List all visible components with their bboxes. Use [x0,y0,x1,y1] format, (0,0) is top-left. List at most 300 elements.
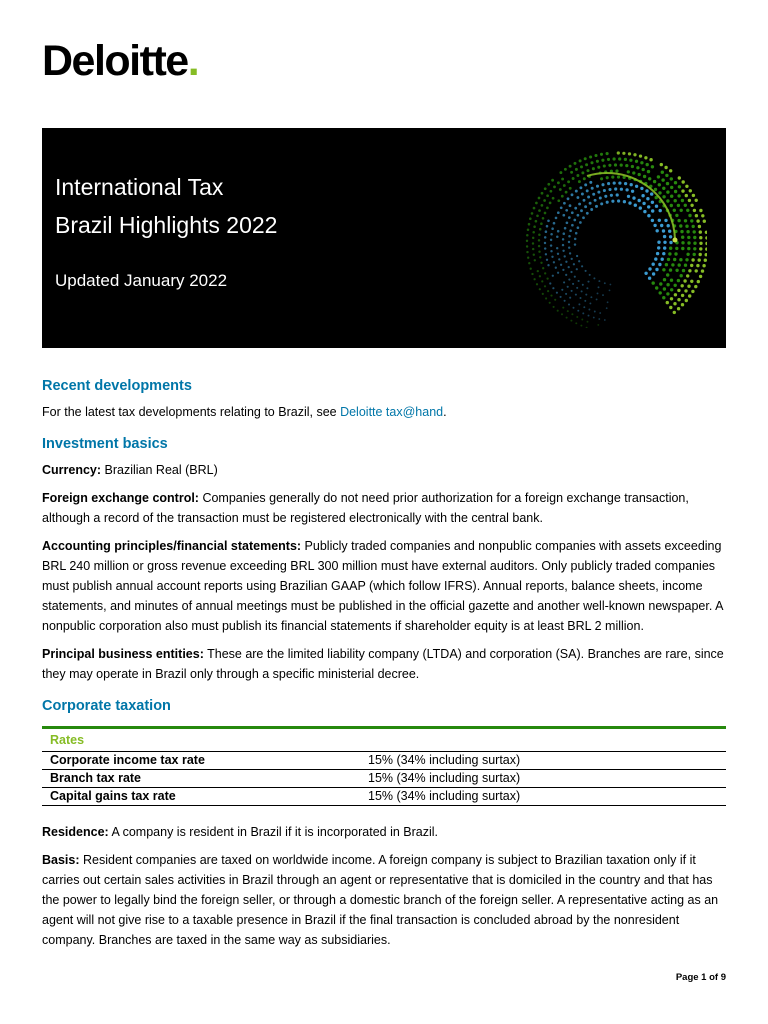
spiral-dot [638,199,641,202]
spiral-dot [661,171,664,174]
spiral-dot [562,244,564,246]
spiral-dot [606,152,609,155]
spiral-dot [556,236,559,239]
spiral-dot [553,306,555,308]
spiral-dot [607,182,610,185]
spiral-dot [681,189,684,192]
spiral-dot [579,221,582,224]
spiral-dot [698,225,701,228]
spiral-dot [545,253,547,255]
spiral-dot [542,217,545,220]
spiral-dot [677,204,680,207]
spiral-dot [666,190,669,193]
spiral-dot [657,246,660,249]
spiral-dot [599,312,601,314]
spiral-dot [684,204,687,207]
spiral-dot [557,310,559,312]
spiral-dot [585,294,587,296]
spiral-dot [580,297,582,299]
spiral-dot [683,279,686,282]
spiral-dot [568,279,570,281]
spiral-dot [703,220,706,223]
spiral-dot [583,306,585,308]
spiral-dot [541,280,543,282]
spiral-dot [627,195,630,198]
spiral-dot [682,180,685,183]
spiral-dot [526,245,528,247]
spiral-dot [666,182,669,185]
spiral-dot [591,187,594,190]
spiral-dot [611,200,614,203]
spiral-dot [693,247,696,250]
spiral-dot [675,214,678,217]
para-label: Foreign exchange control: [42,491,199,505]
spiral-dot [546,225,549,228]
spiral-dot [572,177,575,180]
spiral-dot [651,201,654,204]
spiral-dot [666,283,669,286]
spiral-dot [530,268,532,270]
spiral-dot [569,297,571,299]
spiral-dot [655,286,658,289]
spiral-dot [597,191,600,194]
spiral-dot [567,310,569,312]
spiral-dot [559,188,562,191]
spiral-dot [533,225,536,228]
spiral-dot [590,296,592,298]
table-row [42,770,726,788]
spiral-dot [550,233,553,236]
spiral-dot [574,162,577,165]
spiral-dot [583,199,586,202]
spiral-dot [565,274,567,276]
spiral-dot [677,289,680,292]
spiral-dot [670,177,673,180]
spiral-dot [670,288,673,291]
spiral-dot [652,272,655,275]
spiral-dot [547,290,549,292]
spiral-dot [534,259,536,261]
spiral-dot [699,236,702,239]
spiral-dot [570,320,572,322]
spiral-dot [568,266,570,268]
spiral-dot [661,178,664,181]
spiral-dot [685,185,688,188]
deloitte-logo [42,37,199,85]
spiral-dot [580,165,583,168]
tax-at-hand-link[interactable]: Deloitte tax@hand [340,405,444,419]
spiral-dot [561,195,564,198]
spiral-dot [701,269,704,272]
spiral-dot [563,281,565,283]
investment-basics-section [42,434,726,684]
spiral-dot [647,170,650,173]
spiral-dot [564,300,566,302]
spiral-dot [638,173,641,176]
rate-value: 15% (34% including surtax) [360,752,726,770]
spiral-dot [688,269,691,272]
spiral-dot [696,264,699,267]
spiral-dot [544,236,547,239]
spiral-dot [581,265,583,267]
spiral-dot [606,176,609,179]
spiral-dot [540,222,543,225]
spiral-dot [687,236,690,239]
spiral-dot [695,199,698,202]
spiral-dot [604,282,606,284]
spiral-dot [618,181,621,184]
rate-value: 15% (34% including surtax) [360,788,726,806]
spiral-dot [681,294,684,297]
spiral-dot [624,182,627,185]
spiral-dot [570,271,572,273]
spiral-dot [705,247,707,250]
spiral-dot [688,294,691,297]
spiral-dot [603,189,606,192]
spiral-dot [560,206,563,209]
spiral-dot [598,286,600,288]
spiral-dot [658,219,661,222]
spiral-dot [559,171,562,174]
spiral-dot [568,216,571,219]
spiral-dot [538,209,541,212]
spiral-dot [555,267,557,269]
spiral-dot [596,160,599,163]
spiral-dot [557,230,560,233]
spiral-dot [571,313,573,315]
spiral-dot [544,242,546,244]
spiral-dot [551,256,553,258]
recent-text: For the latest tax developments relating to Brazil, see [42,405,341,419]
spiral-dot [588,315,590,317]
title-banner [42,128,726,348]
spiral-dot [569,165,572,168]
spiral-dot [592,193,595,196]
spiral-dot [662,268,665,271]
spiral-dot [635,185,638,188]
spiral-dot [539,288,541,290]
spiral-dot [579,159,582,162]
spiral-dot [576,287,578,289]
spiral-dot [601,183,604,186]
spiral-dot [584,300,586,302]
spiral-dot [677,194,680,197]
spiral-dot [604,319,606,321]
spiral-dot [663,278,666,281]
spiral-dot [661,258,664,261]
spiral-dot [687,241,690,244]
spiral-dot [678,176,681,179]
spiral-dot [678,185,681,188]
spiral-dot [578,260,580,262]
spiral-dot [573,307,575,309]
spiral-dot [681,247,684,250]
spiral-dot [550,190,553,193]
spiral-dot [565,191,568,194]
spiral-dot [625,188,628,191]
spiral-dot [697,280,700,283]
spiral-dot [600,202,603,205]
spiral-dot [705,242,707,245]
spiral-dot [686,230,689,233]
spiral-dot [571,211,574,214]
spiral-dot [527,228,530,231]
spiral-dot [659,291,662,294]
spiral-dot [593,317,595,319]
spiral-dot [680,274,683,277]
spiral-dot [649,158,652,161]
spiral-dot [531,273,533,275]
spiral-dot [651,219,654,222]
spiral-dot [614,163,617,166]
logo-dot: . [187,37,199,85]
accounting-paragraph [42,536,726,636]
spiral-dot [680,209,683,212]
residence-paragraph [42,822,726,842]
spiral-dot [699,242,702,245]
spiral-dot [585,270,587,272]
spiral-dot [632,196,635,199]
spiral-dot [646,197,649,200]
spiral-dot [589,274,591,276]
spiral-dot [690,280,693,283]
spiral-dot [647,214,650,217]
spiral-dot [581,319,583,321]
spiral-dot [562,307,564,309]
spiral-dot [562,250,564,252]
spiral-dot [541,204,544,207]
spiral-dot [575,232,578,235]
spiral-dot [617,199,620,202]
spiral-dot [663,235,666,238]
spiral-dot [554,299,556,301]
spiral-dot [644,156,647,159]
spiral-dot [613,157,616,160]
spiral-dot [647,205,650,208]
spiral-dot [571,193,574,196]
recent-text-end: . [443,405,447,419]
spiral-dot [567,286,569,288]
para-label: Principal business entities: [42,647,204,661]
spiral-dot [651,165,654,168]
currency-paragraph [42,460,726,480]
spiral-dot [654,257,657,260]
spiral-dot [538,239,540,241]
spiral-dot [596,298,598,300]
spiral-dot [662,187,665,190]
spiral-dot [693,230,696,233]
spiral-dot [633,153,636,156]
spiral-dot [538,234,541,237]
spiral-dot [685,194,688,197]
spiral-dot [535,220,538,223]
spiral-dot [613,182,616,185]
spiral-dot [692,225,695,228]
spiral-dot [589,155,592,158]
spiral-dot [678,263,681,266]
spiral-dot [582,284,584,286]
spiral-dot [578,203,581,206]
spiral-dot [575,294,577,296]
spiral-dot [544,285,546,287]
spiral-dot [597,324,599,326]
spiral-dot [662,195,665,198]
spiral-dot [642,168,645,171]
spiral-dot [567,197,570,200]
spiral-dot [690,219,693,222]
spiral-dot [674,293,677,296]
spiral-dot [581,290,583,292]
spiral-dot [673,209,676,212]
spiral-dot [549,302,551,304]
spiral-dot [673,258,676,261]
spiral-dot [563,232,566,235]
spiral-dot [604,195,607,198]
spiral-dot [579,186,582,189]
spiral-dot [702,264,705,267]
spiral-dot [587,281,589,283]
spiral-dot [669,169,672,172]
spiral-dot [705,231,707,234]
spiral-dot [657,241,660,244]
spiral-dot [685,225,688,228]
corporate-taxation-section [42,696,726,950]
spiral-dot [639,154,642,157]
spiral-dot [651,209,654,212]
para-text: These are the limited liability company (LTDA) and corporation (SA). Branches are rare, since they may operate in Brazil only through a specific ministerial decree. [42,647,724,681]
spiral-dot [675,269,678,272]
spiral-dot [657,175,660,178]
spiral-dot [552,275,554,277]
spiral-dot [547,183,550,186]
spiral-dot [670,195,673,198]
spiral-dot [557,211,560,214]
spiral-dot [527,257,529,259]
spiral-dot [581,171,584,174]
spiral-dot [564,168,567,171]
spiral-dot [558,258,560,260]
spiral-dot [528,262,530,264]
spiral-dot [538,251,540,253]
spiral-dot [562,269,564,271]
spiral-dot [704,259,707,262]
spiral-dot [586,327,588,328]
spiral-dot [598,280,600,282]
spiral-dot [696,219,699,222]
table-row [42,788,726,806]
rate-label: Branch tax rate [42,770,360,788]
spiral-dot [586,189,589,192]
spiral-dot [589,202,592,205]
spiral-dot [582,312,584,314]
spiral-dot [681,303,684,306]
spiral-dot [562,238,564,240]
spiral-dot [648,267,651,270]
spiral-dot [606,201,609,204]
spiral-dot [673,302,676,305]
spiral-dot [693,242,696,245]
spiral-dot [670,297,673,300]
spiral-dot [695,214,698,217]
spiral-dot [598,318,600,320]
spiral-dot [557,272,559,274]
rate-label: Corporate income tax rate [42,752,360,770]
spiral-dot [677,298,680,301]
spiral-dot [586,212,589,215]
spiral-dot [544,272,546,274]
para-text: Companies generally do not need prior authorization for a foreign exchange transaction, although a record of the transaction must be registered electronically with the central bank. [42,491,689,525]
spiral-dot [665,174,668,177]
spiral-dot [629,159,632,162]
spiral-dot [544,212,547,215]
spiral-dot [677,307,680,310]
spiral-dot [565,209,568,212]
spiral-dot [557,199,560,202]
spiral-dot [645,189,648,192]
spiral-dot [699,253,702,256]
spiral-dot [551,179,554,182]
spiral-dot [614,187,617,190]
spiral-dot [550,244,552,246]
spiral-dot [550,295,552,297]
spiral-dot [565,261,567,263]
spiral-dot [583,177,586,180]
spiral-dot [677,219,680,222]
spiral-dot [670,186,673,189]
spiral-dot [643,210,646,213]
spiral-dot [575,322,577,324]
spiral-dot [538,245,540,247]
spiral-dot [684,219,687,222]
spiral-dot [594,199,597,202]
spiral-dot [652,263,655,266]
spiral-dot [526,234,529,237]
spiral-dot [688,214,691,217]
spiral-dot [573,219,576,222]
spiral-dot [644,272,647,275]
spiral-dot [550,239,552,241]
spiral-dot [687,247,690,250]
spiral-dot [684,264,687,267]
spiral-dot [588,309,590,311]
spiral-dot [662,252,665,255]
spiral-dot [693,236,696,239]
spiral-dot [615,169,618,172]
spiral-dot [692,194,695,197]
spiral-dot [557,253,559,255]
spiral-dot [635,160,638,163]
spiral-dot [610,284,612,286]
rates-header-row [42,728,726,752]
spiral-dot [547,220,550,223]
spiral-dot [674,252,677,255]
spiral-dot [699,209,702,212]
spiral-dot [585,163,588,166]
spiral-dot [650,192,653,195]
para-text: Brazilian Real (BRL) [101,463,218,477]
spiral-dot [549,282,551,284]
spiral-dot [555,217,558,220]
spiral-dot [543,199,546,202]
spiral-dot [544,247,546,249]
spiral-dot [568,241,570,243]
spiral-dot [693,209,696,212]
spiral-dot [636,166,639,169]
spiral-dot [563,184,566,187]
spiral-dot [641,194,644,197]
spiral-dot [640,161,643,164]
document-body [42,376,726,958]
